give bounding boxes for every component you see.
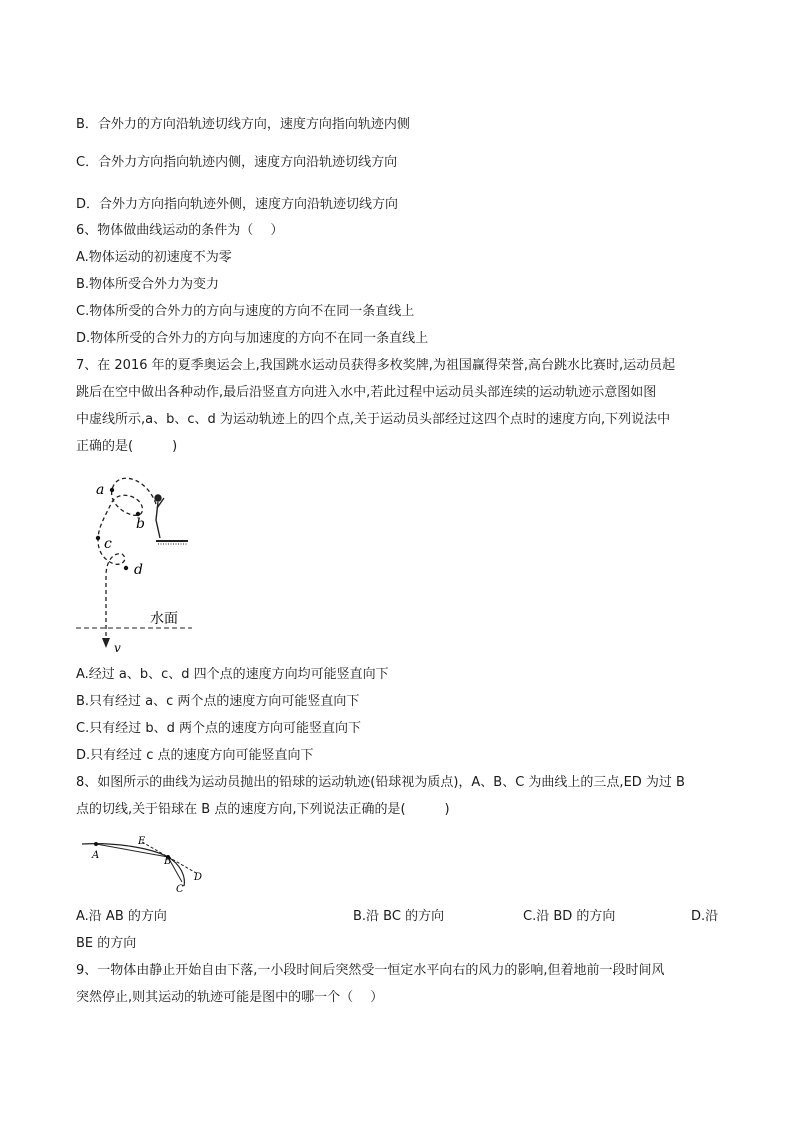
q8-option-a: A.沿 AB 的方向: [76, 909, 167, 924]
q6-option-d: D.物体所受的合外力的方向与加速度的方向不在同一条直线上: [76, 331, 429, 346]
q7-velocity-arrowhead: [102, 638, 110, 648]
q8-option-d-continuation: BE 的方向: [76, 936, 137, 951]
q7-stem-line-2: 跳后在空中做出各种动作,最后沿竖直方向进入水中,若此过程中运动员头部连续的运动轨迹示意图如图: [76, 385, 657, 400]
diver-icon: [155, 495, 164, 538]
prev-option-d: D．合外力方向指向轨迹外侧，速度方向沿轨迹切线方向: [76, 197, 399, 212]
platform-icon: [156, 541, 188, 544]
q7-point-d-label: d: [134, 562, 143, 578]
q7-point-c-dot: [96, 536, 100, 540]
q7-water-label: 水面: [150, 611, 178, 627]
q8-label-e: E: [138, 836, 146, 847]
q8-shot-put-figure: [76, 830, 216, 894]
q7-point-a-label: a: [96, 482, 105, 498]
q6-option-a: A.物体运动的初速度不为零: [76, 250, 232, 265]
q8-option-b: B.沿 BC 的方向: [353, 909, 445, 924]
q7-option-c: C.只有经过 b、d 两个点的速度方向可能竖直向下: [76, 721, 361, 736]
q8-label-a: A: [92, 850, 100, 861]
q7-diving-figure: [76, 468, 196, 658]
q9-stem-line-1: 9、一物体由静止开始自由下落,一小段时间后突然受一恒定水平向右的风力的影响,但着地前一段时间风: [76, 963, 665, 978]
q7-trajectory-path: [98, 478, 156, 638]
q8-stem-line-1: 8、如图所示的曲线为运动员抛出的铅球的运动轨迹(铅球视为质点)，A、B、C 为曲线上的三点,ED 为过 B: [76, 775, 685, 790]
prev-option-c: C．合外力方向指向轨迹内侧，速度方向沿轨迹切线方向: [76, 155, 398, 170]
q8-option-d: D.沿: [691, 909, 719, 924]
q7-velocity-label: v: [114, 641, 121, 655]
prev-option-b: B．合外力的方向沿轨迹切线方向，速度方向指向轨迹内侧: [76, 117, 410, 132]
q8-label-d: D: [194, 872, 203, 883]
q6-stem: 6、物体做曲线运动的条件为（ ）: [76, 223, 284, 238]
q8-stem-line-2: 点的切线,关于铅球在 B 点的速度方向,下列说法正确的是( ): [76, 802, 450, 817]
q7-option-a: A.经过 a、b、c、d 四个点的速度方向均可能竖直向下: [76, 667, 389, 682]
q7-point-b-label: b: [136, 516, 145, 532]
q8-label-b: B: [164, 856, 172, 867]
q7-point-a-dot: [110, 488, 114, 492]
q7-option-d: D.只有经过 c 点的速度方向可能竖直向下: [76, 748, 314, 763]
q7-option-b: B.只有经过 a、c 两个点的速度方向可能竖直向下: [76, 694, 360, 709]
q7-point-c-label: c: [104, 536, 112, 552]
q9-stem-line-2: 突然停止,则其运动的轨迹可能是图中的哪一个（ ）: [76, 990, 384, 1005]
q7-stem-line-3: 中虚线所示,a、b、c、d 为运动轨迹上的四个点,关于运动员头部经过这四个点时的速度方向,下列说法中: [76, 412, 671, 427]
q7-stem-line-1: 7、在 2016 年的夏季奥运会上,我国跳水运动员获得多枚奖牌,为祖国赢得荣誉,高台跳水比赛时,运动员起: [76, 358, 676, 373]
q8-options-row: [76, 908, 719, 926]
q8-point-a-dot: [94, 842, 98, 846]
q7-point-d-dot: [124, 566, 128, 570]
q6-option-b: B.物体所受合外力为变力: [76, 277, 220, 292]
q7-stem-line-4: 正确的是( ): [76, 439, 178, 454]
q8-option-c: C.沿 BD 的方向: [523, 909, 616, 924]
q8-label-c: C: [176, 884, 184, 894]
q6-option-c: C.物体所受的合外力的方向与速度的方向不在同一条直线上: [76, 304, 415, 319]
